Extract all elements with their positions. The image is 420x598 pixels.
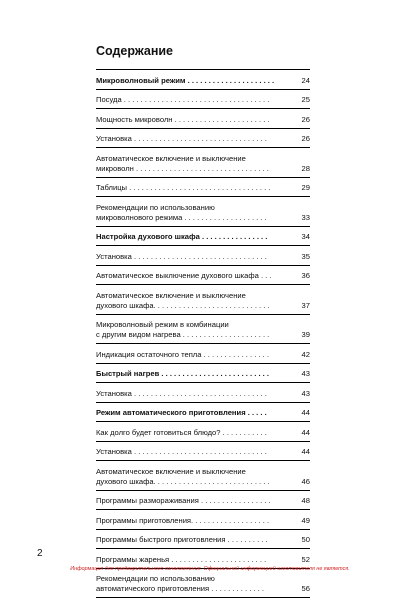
toc-entry-page: 48 <box>300 496 310 506</box>
toc-entry-text: Рекомендации по использованию автоматического приготовления . . . . . . . . . . . . . <box>96 574 300 594</box>
toc-entry-page: 35 <box>300 252 310 262</box>
toc-entry-page: 24 <box>300 76 310 86</box>
toc-entry[interactable] <box>96 148 310 178</box>
toc-entry[interactable] <box>96 422 310 442</box>
toc-entry-text: Микроволновый режим в комбинации с другим видом нагрева . . . . . . . . . . . . . . . . . . . . . <box>96 320 300 340</box>
toc-entry[interactable] <box>96 246 310 266</box>
toc-entry-page: 28 <box>300 164 310 174</box>
toc-entry-text: Автоматическое выключение духового шкафа . . . <box>96 271 300 281</box>
toc-entry-text: Программы быстрого приготовления . . . . . . . . . . <box>96 535 300 545</box>
toc-entry-text: Посуда . . . . . . . . . . . . . . . . . . . . . . . . . . . . . . . . . . . <box>96 95 300 105</box>
toc-entry-text: Режим автоматического приготовления . . . . . <box>96 408 300 418</box>
toc-entry[interactable] <box>96 530 310 550</box>
toc-entry-page: 26 <box>300 134 310 144</box>
toc-entry-text: Автоматическое включение и выключение микроволн . . . . . . . . . . . . . . . . . . . . . . . . . . . . . . . . <box>96 154 300 174</box>
toc-entry-text: Автоматическое включение и выключение духового шкафа. . . . . . . . . . . . . . . . . . . . . . . . . . . . <box>96 467 300 487</box>
toc-entry[interactable] <box>96 178 310 198</box>
toc-entry[interactable] <box>96 510 310 530</box>
toc-entry-text: Установка . . . . . . . . . . . . . . . . . . . . . . . . . . . . . . . . <box>96 389 300 399</box>
toc-entry-text: Микроволновый режим . . . . . . . . . . . . . . . . . . . . . <box>96 76 300 86</box>
toc-entry-text: Мощность микроволн . . . . . . . . . . . . . . . . . . . . . . . <box>96 115 300 125</box>
toc-entry[interactable] <box>96 266 310 286</box>
toc-entry-page: 33 <box>300 213 310 223</box>
toc-entry[interactable] <box>96 569 310 598</box>
toc-entry-page: 25 <box>300 95 310 105</box>
toc-entry[interactable] <box>96 90 310 110</box>
toc-entry[interactable] <box>96 285 310 315</box>
toc-entry-page: 36 <box>300 271 310 281</box>
toc-entry[interactable] <box>96 364 310 384</box>
toc-entry-text: Установка . . . . . . . . . . . . . . . . . . . . . . . . . . . . . . . . <box>96 134 300 144</box>
toc-entry-text: Программы размораживания . . . . . . . . . . . . . . . . . <box>96 496 300 506</box>
toc-entry-page: 46 <box>300 477 310 487</box>
toc-entry-page: 29 <box>300 183 310 193</box>
toc-entry-page: 26 <box>300 115 310 125</box>
toc-entry-page: 34 <box>300 232 310 242</box>
toc-entry-page: 44 <box>300 447 310 457</box>
toc-entry-page: 52 <box>300 555 310 565</box>
toc-entry[interactable] <box>96 109 310 129</box>
toc-entry-text: Индикация остаточного тепла . . . . . . . . . . . . . . . . <box>96 350 300 360</box>
toc-entry-page: 44 <box>300 428 310 438</box>
toc-entry[interactable] <box>96 442 310 462</box>
toc-entry-page: 43 <box>300 389 310 399</box>
page-title: Содержание <box>96 44 173 58</box>
toc-entry[interactable] <box>96 227 310 247</box>
toc-entry[interactable] <box>96 197 310 227</box>
toc-entry-page: 42 <box>300 350 310 360</box>
toc-entry-text: Установка . . . . . . . . . . . . . . . . . . . . . . . . . . . . . . . . <box>96 447 300 457</box>
toc-entry[interactable] <box>96 383 310 403</box>
toc-entry[interactable] <box>96 491 310 511</box>
toc-entry[interactable] <box>96 129 310 149</box>
toc-entry-text: Таблицы . . . . . . . . . . . . . . . . . . . . . . . . . . . . . . . . . . <box>96 183 300 193</box>
toc-entry-page: 49 <box>300 516 310 526</box>
disclaimer-text: Информация для предварительного ознакомления. Официальной информацией изготовителя не является. <box>0 566 420 572</box>
toc-entry[interactable] <box>96 344 310 364</box>
toc-entry[interactable] <box>96 403 310 423</box>
table-of-contents <box>96 69 310 598</box>
toc-entry-text: Настройка духового шкафа . . . . . . . . . . . . . . . . <box>96 232 300 242</box>
toc-entry-text: Программы жаренья . . . . . . . . . . . . . . . . . . . . . . . <box>96 555 300 565</box>
toc-entry[interactable] <box>96 461 310 491</box>
toc-entry-page: 56 <box>300 584 310 594</box>
toc-entry-text: Установка . . . . . . . . . . . . . . . . . . . . . . . . . . . . . . . . <box>96 252 300 262</box>
toc-entry-text: Программы приготовления. . . . . . . . . . . . . . . . . . . <box>96 516 300 526</box>
toc-entry-text: Рекомендации по использованию микроволнового режима . . . . . . . . . . . . . . . . . . . . <box>96 203 300 223</box>
page-number: 2 <box>37 548 43 559</box>
toc-entry-page: 50 <box>300 535 310 545</box>
toc-entry-text: Автоматическое включение и выключение духового шкафа. . . . . . . . . . . . . . . . . . . . . . . . . . . . <box>96 291 300 311</box>
toc-entry[interactable] <box>96 70 310 90</box>
toc-entry[interactable] <box>96 315 310 345</box>
toc-entry-page: 44 <box>300 408 310 418</box>
toc-entry-text: Как долго будет готовиться блюдо? . . . . . . . . . . . <box>96 428 300 438</box>
toc-entry-page: 39 <box>300 330 310 340</box>
toc-entry-page: 43 <box>300 369 310 379</box>
toc-entry-text: Быстрый нагрев . . . . . . . . . . . . . . . . . . . . . . . . . . <box>96 369 300 379</box>
toc-entry-page: 37 <box>300 301 310 311</box>
